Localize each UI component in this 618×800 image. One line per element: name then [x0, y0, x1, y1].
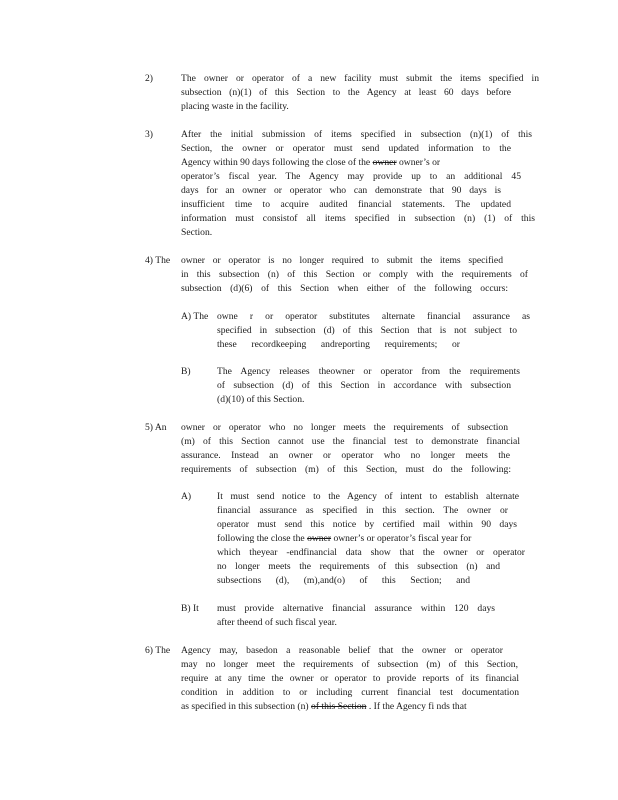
- text-line: days for an owner or operator who can demonstrate that 90 days is: [181, 185, 501, 196]
- text-line: condition in addition to or including current financial test documentation: [181, 687, 519, 698]
- item-number: A) The: [181, 311, 209, 322]
- text-line: owner or operator is no longer required to submit the items specified: [181, 255, 503, 266]
- text-line: It must send notice to the Agency of intent to establish alternate: [217, 491, 519, 502]
- text-line: (m) of this Section cannot use the financial test to demonstrate financial: [181, 436, 520, 447]
- text-line: owner or operator who no longer meets the requirements of subsection: [181, 422, 508, 433]
- text-line: subsections (d), (m),and(o) of this Section; and: [217, 575, 470, 586]
- text-line: must provide alternative financial assurance within 120 days: [217, 603, 495, 614]
- text-line: in this subsection (n) of this Section or comply with the requirements of: [181, 269, 528, 280]
- item-number: 4) The: [145, 255, 171, 266]
- text-line: following the close the owner owner’s or operator’s fiscal year for: [217, 533, 472, 544]
- text-line: owne r or operator substitutes alternate financial assurance as: [217, 311, 530, 322]
- text-line: operator’s fiscal year. The Agency may provide up to an additional 45: [181, 171, 521, 182]
- text-line: after theend of such fiscal year.: [217, 617, 337, 628]
- item-number: 6) The: [145, 645, 171, 656]
- item-number: A): [181, 491, 192, 502]
- text-line: these recordkeeping andreporting requirements; or: [217, 339, 460, 350]
- text-line: The owner or operator of a new facility must submit the items specified in: [181, 73, 539, 84]
- item-number: B) It: [181, 603, 199, 614]
- item-number: B): [181, 366, 191, 377]
- text-line: which theyear -endfinancial data show that the owner or operator: [217, 547, 525, 558]
- text-line: Section, the owner or operator must send updated information to the: [181, 143, 511, 154]
- text-line: may no longer meet the requirements of subsection (m) of this Section,: [181, 659, 518, 670]
- text-line: subsection (d)(6) of this Section when either of the following occurs:: [181, 283, 508, 294]
- text-line: After the initial submission of items specified in subsection (n)(1) of this: [181, 129, 532, 140]
- text-line: information must consistof all items specified in subsection (n) (1) of this: [181, 213, 535, 224]
- text-line: as specified in this subsection (n) of this Section . If the Agency fi nds that: [181, 701, 467, 712]
- item-number: 2): [145, 73, 153, 84]
- text-line: specified in subsection (d) of this Section that is not subject to: [217, 325, 517, 336]
- text-line: placing waste in the facility.: [181, 101, 289, 112]
- struck-text: owner: [307, 533, 332, 544]
- text-line: requirements of subsection (m) of this Section, must do the following:: [181, 464, 511, 475]
- text-line: Section.: [181, 227, 213, 238]
- text-line: of subsection (d) of this Section in accordance with subsection: [217, 380, 511, 391]
- text-line: The Agency releases theowner or operator from the requirements: [217, 366, 520, 377]
- text-line: (d)(10) of this Section.: [217, 394, 305, 405]
- item-number: 3): [145, 129, 153, 140]
- text-line: assurance. Instead an owner or operator who no longer meets the: [181, 450, 510, 461]
- text-line: no longer meets the requirements of this subsection (n) and: [217, 561, 500, 572]
- text-line: subsection (n)(1) of this Section to the Agency at least 60 days before: [181, 87, 511, 98]
- struck-text: of this Section: [311, 701, 367, 712]
- text-line: financial assurance as specified in this section. The owner or: [217, 505, 508, 516]
- item-number: 5) An: [145, 422, 167, 433]
- text-line: insufficient time to acquire audited financial statements. The updated: [181, 199, 511, 210]
- text-line: Agency within 90 days following the close of the owner owner’s or: [181, 157, 441, 168]
- text-line: require at any time the owner or operator to provide reports of its financial: [181, 673, 519, 684]
- text-line: operator must send this notice by certified mail within 90 days: [217, 519, 517, 530]
- struck-text: owner: [372, 157, 397, 168]
- text-line: Agency may, basedon a reasonable belief that the owner or operator: [181, 645, 503, 656]
